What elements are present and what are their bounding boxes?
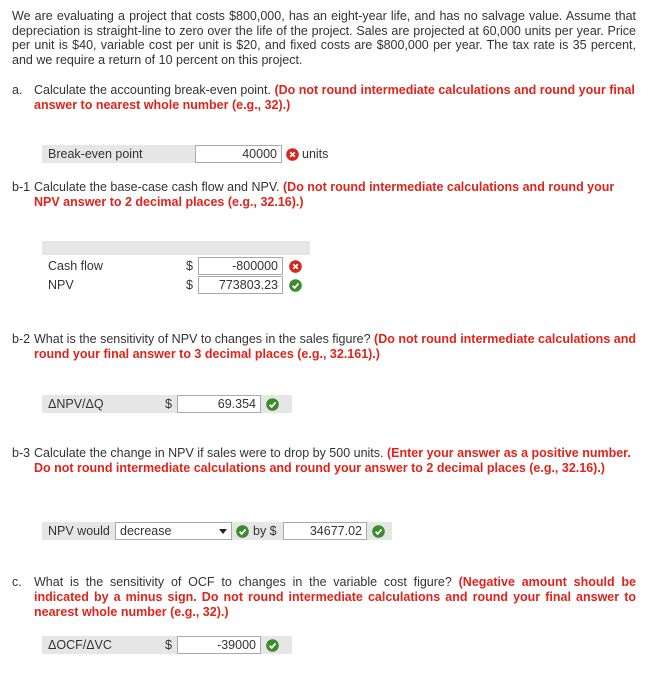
- question-a-text: Calculate the accounting break-even point.: [34, 83, 271, 97]
- docf-dvc-currency: $: [165, 638, 172, 652]
- question-c-text: What is the sensitivity of OCF to changes in the variable cost figure?: [34, 575, 452, 589]
- check-circle-icon: [372, 525, 385, 538]
- problem-statement: We are evaluating a project that costs $800,000, has an eight-year life, and has no salvage value. Assume that depreciation is straight-line to zero over the life of the project. Sales are projected at 60,000 units per year. Price per unit is $40, variable cost per unit is $20, and fixed costs are $800,000 per year. The tax rate is 35 percent, and we require a return of 10 percent on this project.: [12, 9, 636, 67]
- question-c-label: c.: [12, 575, 22, 589]
- question-b3-text: Calculate the change in NPV if sales were to drop by 500 units.: [34, 446, 384, 460]
- check-circle-icon: [266, 398, 279, 411]
- question-b1-label: b-1: [12, 180, 31, 194]
- units-label: units: [302, 147, 329, 161]
- chevron-down-icon: [219, 529, 227, 534]
- dnpv-dq-currency: $: [165, 397, 172, 411]
- cash-flow-input[interactable]: -800000: [198, 257, 283, 275]
- docf-dvc-label: ΔOCF/ΔVC: [48, 638, 112, 652]
- b1-table-header: [42, 241, 310, 255]
- dnpv-dq-input[interactable]: 69.354: [177, 395, 261, 413]
- question-b1: [12, 180, 636, 210]
- npv-would-label: NPV would: [48, 524, 110, 538]
- question-b2-text: What is the sensitivity of NPV to changes in the sales figure?: [34, 332, 371, 346]
- break-even-label: Break-even point: [48, 147, 143, 161]
- npv-change-input[interactable]: 34677.02: [283, 522, 367, 540]
- question-a-label: a.: [12, 83, 23, 97]
- cash-flow-currency: $: [186, 259, 193, 273]
- check-circle-icon: [236, 525, 249, 538]
- cash-flow-label: Cash flow: [48, 259, 103, 273]
- check-circle-icon: [289, 279, 302, 292]
- question-b3: [12, 446, 636, 476]
- question-b2: [12, 332, 636, 362]
- direction-select-value: decrease: [120, 524, 172, 538]
- question-b3-label: b-3: [12, 446, 31, 460]
- question-b2-label: b-2: [12, 332, 31, 346]
- npv-label: NPV: [48, 278, 74, 292]
- dnpv-dq-label: ΔNPV/ΔQ: [48, 397, 104, 411]
- question-b2-instruction: (Do not round intermediate calculations and round your final answer to 3 decimal places (e.g., 32.161).): [34, 332, 636, 361]
- x-circle-icon: [289, 260, 302, 273]
- direction-select[interactable]: [115, 522, 232, 540]
- npv-input[interactable]: 773803.23: [198, 276, 283, 294]
- question-c: [12, 575, 636, 620]
- question-b1-instruction: (Do not round intermediate calculations and round your NPV answer to 2 decimal places (e.g., 32.16).): [34, 180, 615, 209]
- break-even-row-label-cell: [42, 145, 195, 163]
- npv-currency: $: [186, 278, 193, 292]
- question-b3-instruction: (Enter your answer as a positive number. Do not round intermediate calculations and round your answer to 2 decimal places (e.g., 32.16).): [34, 446, 631, 475]
- question-a: [12, 83, 636, 113]
- check-circle-icon: [266, 639, 279, 652]
- x-circle-icon: [286, 148, 299, 161]
- question-a-instruction: (Do not round intermediate calculations and round your final answer to nearest whole number (e.g., 32).): [34, 83, 635, 112]
- by-label: by $: [253, 524, 277, 538]
- question-c-instruction: (Negative amount should be indicated by a minus sign. Do not round intermediate calculations and round your final answer to nearest whole number (e.g., 32).): [34, 575, 636, 619]
- break-even-input[interactable]: 40000: [195, 145, 282, 163]
- docf-dvc-input[interactable]: -39000: [177, 636, 261, 654]
- question-b1-text: Calculate the base-case cash flow and NPV.: [34, 180, 280, 194]
